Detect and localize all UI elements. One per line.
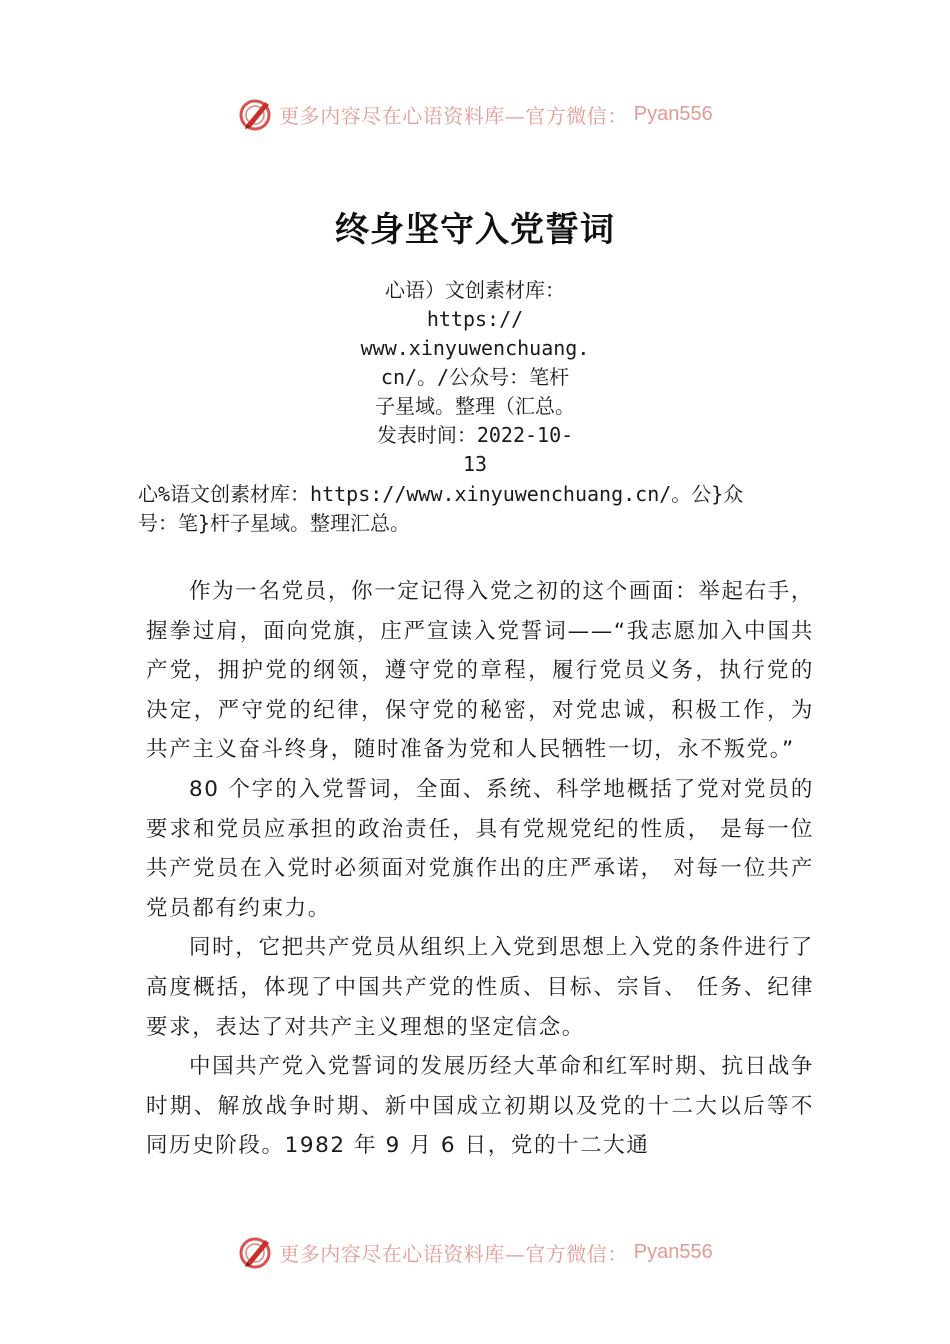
source-line: 心语）文创素材库： <box>385 278 565 302</box>
source-line: 子星域。整理（汇总。 <box>375 394 575 418</box>
red-seal-pen-icon <box>237 1234 275 1270</box>
page-title: 终身坚守入党誓词 <box>335 210 615 250</box>
source-wide-line: 号：笔}杆子星域。整理汇总。 <box>138 511 411 535</box>
source-line: 13 <box>462 452 488 476</box>
source-line: cn/。/公众号：笔杆 <box>380 365 570 389</box>
paragraph: 作为一名党员，你一定记得入党之初的这个画面：举起右手，握拳过肩，面向党旗，庄严宣读入党誓词——“我志愿加入中国共产党，拥护党的纲领，遵守党的章程，履行党员义务，执行党的决定，严守党的纪律，保守党的秘密，对党忠诚，积极工作，为共产主义奋斗终身，随时准备为党和人民牺牲一切，永不叛党。” <box>146 579 814 763</box>
watermark-handle: Pyan556 <box>633 102 713 125</box>
watermark-handle: Pyan556 <box>633 1240 713 1263</box>
source-note-wide <box>138 480 838 538</box>
footer-watermark <box>0 1232 950 1272</box>
red-seal-pen-icon <box>237 96 275 132</box>
watermark-text: 更多内容尽在心语资料库—官方微信： <box>279 103 628 128</box>
source-line: www.xinyuwenchuang. <box>360 336 590 360</box>
body-text <box>146 572 814 1166</box>
source-note <box>330 276 620 479</box>
paragraph: 同时，它把共产党员从组织上入党到思想上入党的条件进行了高度概括，体现了中国共产党的性质、目标、宗旨、 任务、纪律要求，表达了对共产主义理想的坚定信念。 <box>146 935 814 1040</box>
source-line: 发表时间：2022-10- <box>376 423 574 447</box>
paragraph: 80 个字的入党誓词，全面、系统、科学地概括了党对党员的要求和党员应承担的政治责任，具有党规党纪的性质， 是每一位共产党员在入党时必须面对党旗作出的庄严承诺， 对每一位共产党员都有约束力。 <box>146 776 814 921</box>
paragraph: 中国共产党入党誓词的发展历经大革命和红军时期、抗日战争时期、解放战争时期、新中国成立初期以及党的十二大以后等不同历史阶段。1982 年 9 月 6 日，党的十二大通 <box>146 1054 814 1159</box>
source-line: https:// <box>426 307 524 331</box>
source-wide-line: 心%语文创素材库：https://www.xinyuwenchuang.cn/。公}众 <box>138 482 744 506</box>
header-watermark <box>0 94 950 134</box>
watermark-text: 更多内容尽在心语资料库—官方微信： <box>279 1241 628 1266</box>
